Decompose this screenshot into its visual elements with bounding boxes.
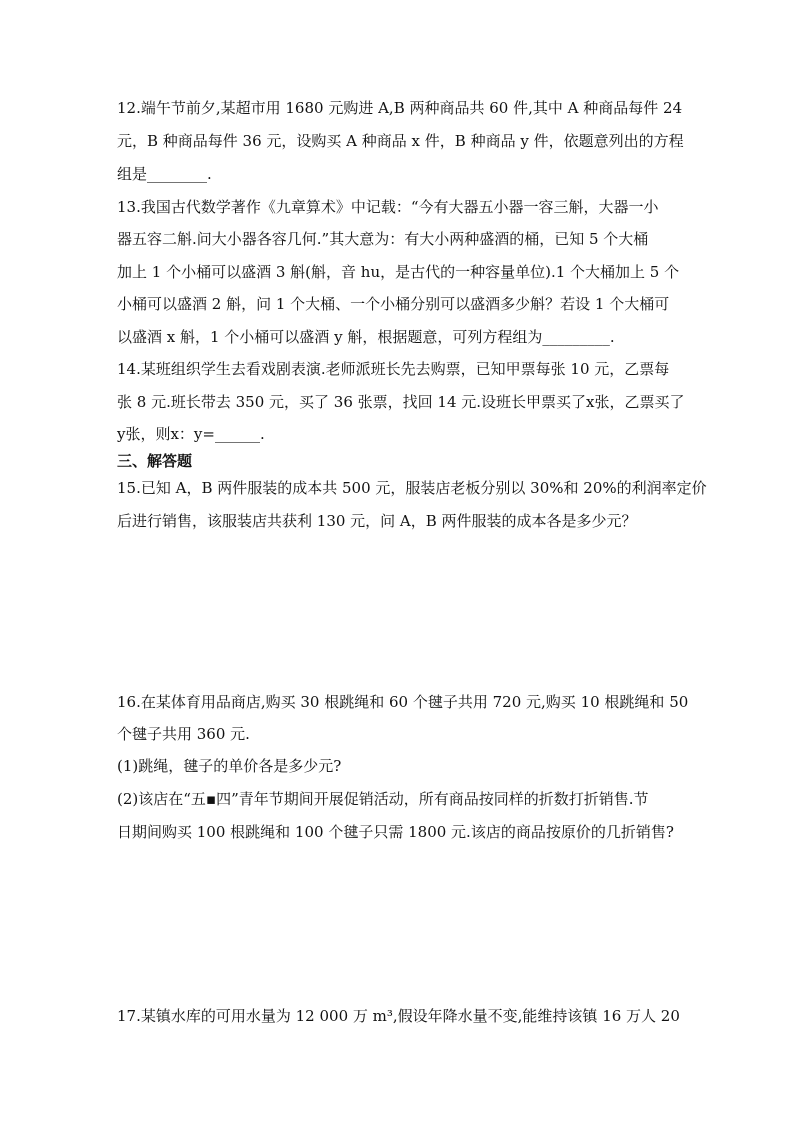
q17-line-1: 17.某镇水库的可用水量为 12 000 万 m³,假设年降水量不变,能维持该镇 16 万人 20: [117, 1007, 680, 1025]
q12-line-1: 12.端午节前夕,某超市用 1680 元购进 A,B 两种商品共 60 件,其中 A 种商品每件 24: [117, 99, 683, 117]
q16-subq-1: (1)跳绳，毽子的单价各是多少元?: [117, 757, 342, 775]
q13-line-4: 小桶可以盛酒 2 斛，问 1 个大桶、一个小桶分别可以盛酒多少斛？若设 1 个大桶可: [117, 295, 670, 313]
q12-line-2: 元，B 种商品每件 36 元，设购买 A 种商品 x 件，B 种商品 y 件，依题意列出的方程: [117, 132, 684, 150]
q14-line-2: 张 8 元.班长带去 350 元，买了 36 张票，找回 14 元.设班长甲票买了x张，乙票买了: [117, 393, 685, 411]
q16-subq-2-line-1: (2)该店在“五▪四”青年节期间开展促销活动，所有商品按同样的折数打折销售.节: [117, 790, 649, 808]
q15-line-2: 后进行销售，该服装店共获利 130 元，问 A，B 两件服装的成本各是多少元？: [117, 512, 637, 530]
section-title: 三、解答题: [117, 452, 193, 470]
q13-line-1: 13.我国古代数学著作《九章算术》中记载：“今有大器五小器一容三斛，大器一小: [117, 198, 659, 216]
q13-line-3: 加上 1 个小桶可以盛酒 3 斛(斛，音 hu，是古代的一种容量单位).1 个大桶加上 5 个: [117, 263, 680, 281]
q16-line-2: 个毽子共用 360 元.: [117, 725, 250, 743]
q16-subq-2-line-2: 日期间购买 100 根跳绳和 100 个毽子只需 1800 元.该店的商品按原价的几折销售?: [117, 823, 674, 841]
q14-line-3: y张，则x：y=______.: [117, 425, 265, 443]
q14-line-1: 14.某班组织学生去看戏剧表演.老师派班长先去购票，已知甲票每张 10 元，乙票每: [117, 360, 670, 378]
q13-line-5: 以盛酒 x 斛，1 个小桶可以盛酒 y 斛，根据题意，可列方程组为_________.: [117, 328, 615, 346]
q15-line-1: 15.已知 A，B 两件服装的成本共 500 元，服装店老板分别以 30%和 20%的利润率定价: [117, 479, 707, 497]
q13-line-2: 器五容二斛.问大小器各容几何.”其大意为：有大小两种盛酒的桶，已知 5 个大桶: [117, 230, 649, 248]
q16-line-1: 16.在某体育用品商店,购买 30 根跳绳和 60 个毽子共用 720 元,购买 10 根跳绳和 50: [117, 693, 689, 711]
q12-line-3: 组是________.: [117, 165, 212, 183]
